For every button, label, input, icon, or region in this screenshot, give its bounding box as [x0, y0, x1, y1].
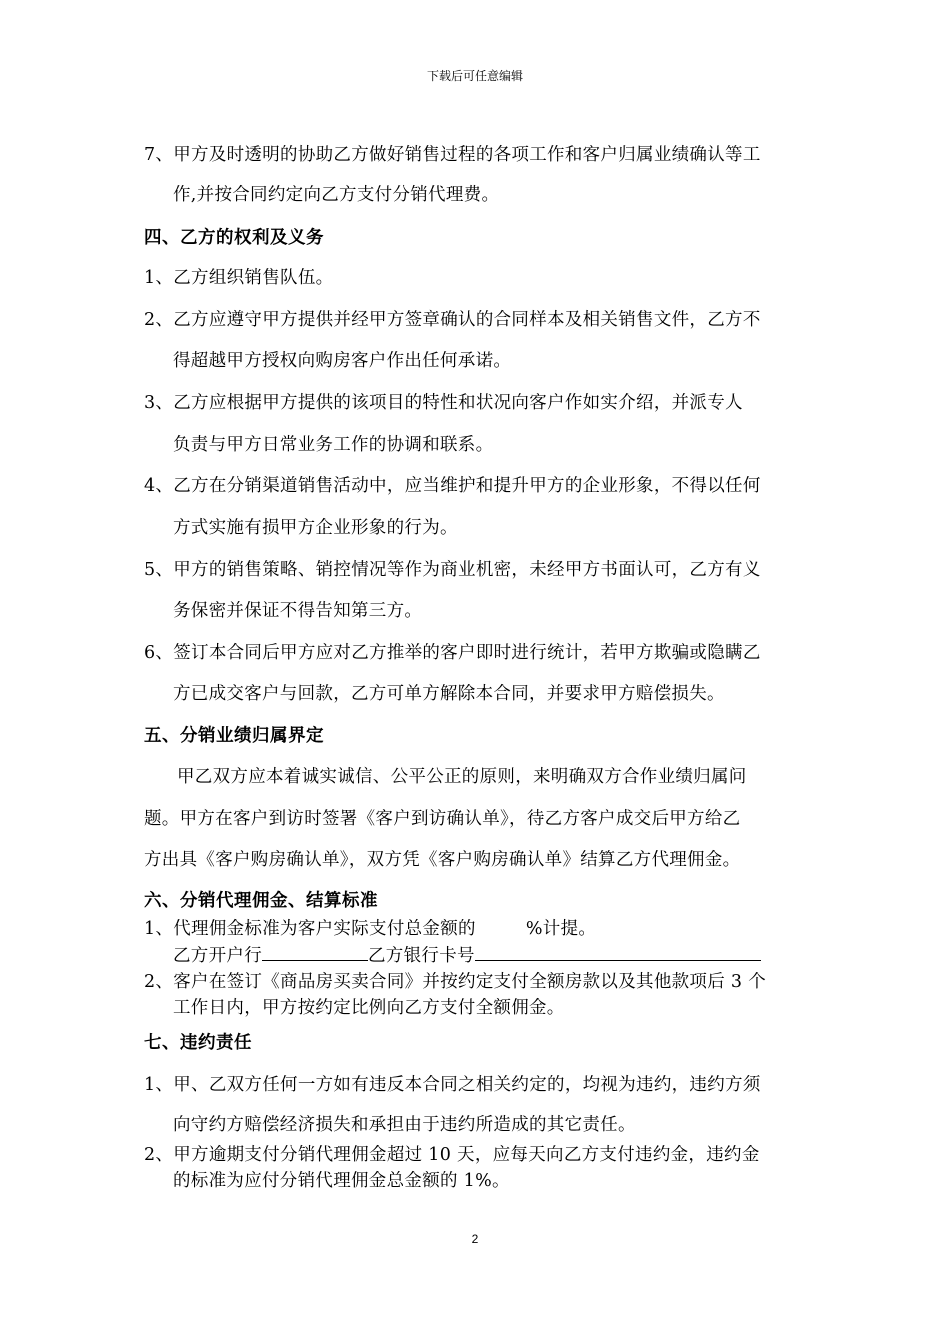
clause-6-1-line-2: [173, 942, 761, 967]
section-7-heading: 七、违约责任: [144, 1033, 252, 1053]
clause-4-5-line-2: 务保密并保证不得告知第三方。: [173, 601, 423, 621]
clause-4-6-line-1: 6、签订本合同后甲方应对乙方推举的客户即时进行统计，若甲方欺骗或隐瞒乙: [144, 643, 761, 663]
clause-4-6-line-2: 方已成交客户与回款，乙方可单方解除本合同，并要求甲方赔偿损失。: [173, 684, 725, 704]
clause-6-1-line-1: [144, 915, 596, 940]
clause-4-4-line-1: 4、乙方在分销渠道销售活动中，应当维护和提升甲方的企业形象，不得以任何: [144, 476, 761, 496]
section-5-paragraph-line-2: 题。甲方在客户到访时签署《客户到访确认单》，待乙方客户成交后甲方给乙: [144, 809, 741, 829]
clause-4-3-line-1: 3、乙方应根据甲方提供的该项目的特性和状况向客户作如实介绍，并派专人: [144, 393, 743, 413]
page-header: 下载后可任意编辑: [426, 69, 523, 83]
clause-4-1: 1、乙方组织销售队伍。: [144, 268, 334, 288]
clause-7-2-line-1: 2、甲方逾期支付分销代理佣金超过 10 天，应每天向乙方支付违约金，违约金: [144, 1145, 760, 1165]
section-5-heading: 五、分销业绩归属界定: [144, 726, 324, 746]
clause-3-7-line-1: 7、甲方及时透明的协助乙方做好销售过程的各项工作和客户归属业绩确认等工: [144, 145, 761, 165]
section-4-heading: 四、乙方的权利及义务: [144, 228, 324, 248]
clause-7-2-line-2: 的标准为应付分销代理佣金总金额的 1%。: [173, 1171, 510, 1191]
clause-7-1-line-2: 向守约方赔偿经济损失和承担由于违约所造成的其它责任。: [173, 1115, 636, 1135]
clause-4-5-line-1: 5、甲方的销售策略、销控情况等作为商业机密，未经甲方书面认可，乙方有义: [144, 560, 761, 580]
section-6-heading: 六、分销代理佣金、结算标准: [144, 891, 378, 911]
clause-4-2-line-2: 得超越甲方授权向购房客户作出任何承诺。: [173, 351, 512, 371]
bank-name-label: 乙方开户行: [173, 946, 262, 966]
section-5-paragraph-line-1: 甲乙双方应本着诚实诚信、公平公正的原则，来明确双方合作业绩归属问: [177, 767, 747, 787]
clause-6-2-line-2: 工作日内，甲方按约定比例向乙方支付全额佣金。: [173, 998, 565, 1018]
bank-card-blank: [475, 943, 761, 961]
clause-6-2-line-1: 2、客户在签订《商品房买卖合同》并按约定支付全额房款以及其他款项后 3 个: [144, 972, 766, 992]
commission-rate-label: 1、代理佣金标准为客户实际支付总金额的: [144, 919, 476, 939]
clause-4-4-line-2: 方式实施有损甲方企业形象的行为。: [173, 518, 458, 538]
clause-7-1-line-1: 1、甲、乙双方任何一方如有违反本合同之相关约定的，均视为违约，违约方须: [144, 1075, 761, 1095]
clause-3-7-line-2: 作,并按合同约定向乙方支付分销代理费。: [173, 185, 500, 205]
clause-4-2-line-1: 2、乙方应遵守甲方提供并经甲方签章确认的合同样本及相关销售文件，乙方不: [144, 310, 761, 330]
bank-card-label: 乙方银行卡号: [368, 946, 475, 966]
clause-4-3-line-2: 负责与甲方日常业务工作的协调和联系。: [173, 435, 494, 455]
page-number: 2: [471, 1232, 479, 1246]
section-5-paragraph-line-3: 方出具《客户购房确认单》，双方凭《客户购房确认单》结算乙方代理佣金。: [144, 850, 741, 870]
commission-rate-suffix: %计提。: [525, 919, 597, 939]
bank-name-blank: [262, 943, 368, 961]
